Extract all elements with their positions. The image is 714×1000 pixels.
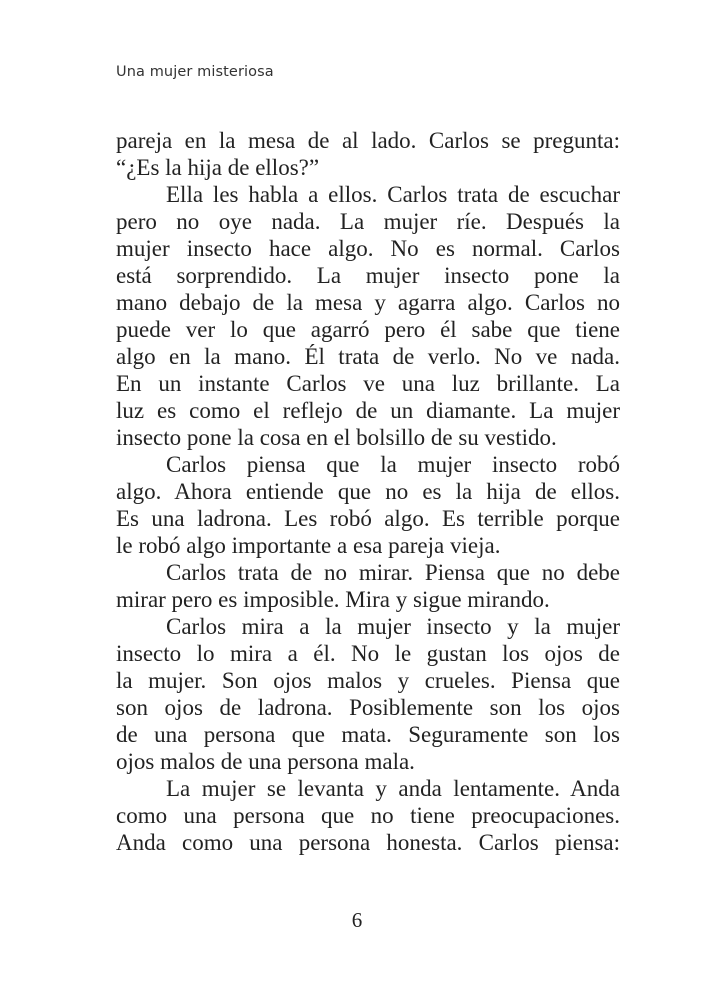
- paragraph: [116, 181, 620, 451]
- text-line: pareja en la mesa de al lado. Carlos se pregunta:: [116, 128, 620, 153]
- text-line: le robó algo importante a esa pareja vieja.: [116, 533, 501, 558]
- paragraph: [116, 127, 620, 181]
- text-line: son ojos de ladrona. Posiblemente son los ojos: [116, 695, 620, 720]
- text-line: mirar pero es imposible. Mira y sigue mirando.: [116, 587, 550, 612]
- text-line: “¿Es la hija de ellos?”: [116, 155, 320, 180]
- page-body: [116, 127, 620, 856]
- page-number: 6: [351, 908, 363, 932]
- text-line: insecto pone la cosa en el bolsillo de su vestido.: [116, 425, 557, 450]
- text-line: ojos malos de una persona mala.: [116, 749, 415, 774]
- text-line: algo en la mano. Él trata de verlo. No ve nada.: [116, 344, 620, 369]
- paragraph: [116, 451, 620, 559]
- text-line: pero no oye nada. La mujer ríe. Después la: [116, 209, 620, 234]
- text-line: está sorprendido. La mujer insecto pone la: [116, 263, 620, 288]
- text-line: insecto lo mira a él. No le gustan los ojos de: [116, 641, 620, 666]
- text-line: como una persona que no tiene preocupaciones.: [116, 803, 620, 828]
- text-line: la mujer. Son ojos malos y crueles. Piensa que: [116, 668, 620, 693]
- text-line: Carlos piensa que la mujer insecto robó: [166, 452, 620, 477]
- text-line: luz es como el reflejo de un diamante. La mujer: [116, 398, 620, 423]
- running-header: Una mujer misteriosa: [116, 64, 274, 80]
- text-line: Carlos trata de no mirar. Piensa que no debe: [166, 560, 620, 585]
- paragraph: [116, 613, 620, 775]
- text-line: mano debajo de la mesa y agarra algo. Carlos no: [116, 290, 620, 315]
- paragraph: [116, 559, 620, 613]
- text-line: Es una ladrona. Les robó algo. Es terrible porque: [116, 506, 620, 531]
- text-line: de una persona que mata. Seguramente son los: [116, 722, 620, 747]
- text-line: Anda como una persona honesta. Carlos piensa:: [116, 830, 620, 855]
- text-line: algo. Ahora entiende que no es la hija de ellos.: [116, 479, 620, 504]
- text-line: Ella les habla a ellos. Carlos trata de escuchar: [166, 182, 620, 207]
- text-line: Carlos mira a la mujer insecto y la mujer: [166, 614, 620, 639]
- text-line: puede ver lo que agarró pero él sabe que tiene: [116, 317, 620, 342]
- text-line: En un instante Carlos ve una luz brillante. La: [116, 371, 620, 396]
- text-line: La mujer se levanta y anda lentamente. Anda: [166, 776, 620, 801]
- paragraph: [116, 775, 620, 856]
- text-line: mujer insecto hace algo. No es normal. Carlos: [116, 236, 620, 261]
